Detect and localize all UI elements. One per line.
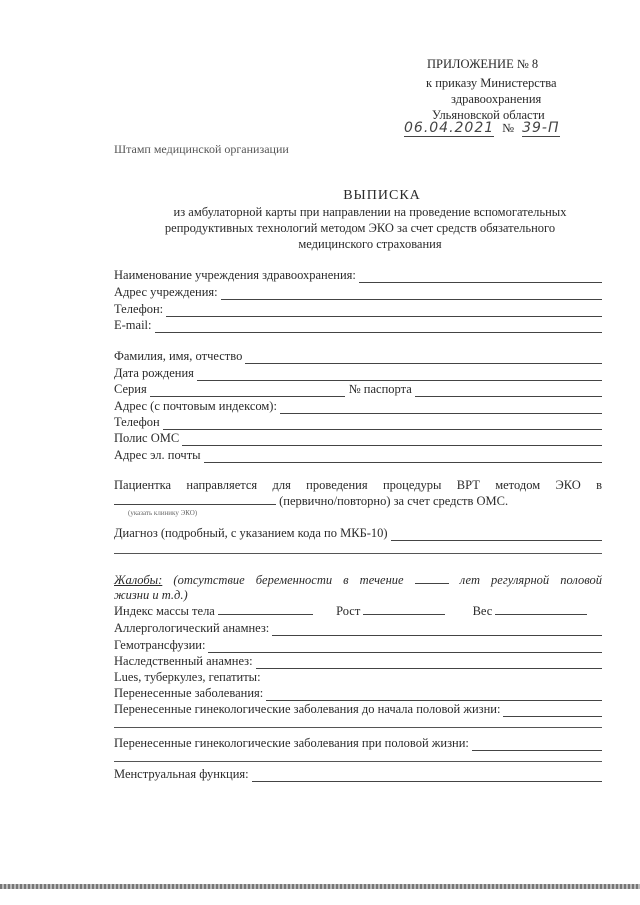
menstrual-field[interactable] xyxy=(114,767,602,782)
field-label: Адрес учреждения: xyxy=(114,285,218,299)
appendix-title: ПРИЛОЖЕНИЕ № 8 xyxy=(427,57,539,71)
years-blank[interactable] xyxy=(415,573,449,584)
field-label: Наименование учреждения здравоохранения: xyxy=(114,268,356,282)
field-label: Перенесенные гинекологические заболевания до начала половой жизни: xyxy=(114,702,501,716)
gyn-during-field[interactable] xyxy=(114,736,602,751)
bmi-row xyxy=(114,604,602,619)
field-label: Аллергологический анамнез: xyxy=(114,621,270,635)
diagnosis-field[interactable] xyxy=(114,526,602,541)
field-label: Фамилия, имя, отчество xyxy=(114,349,243,363)
institution-phone-field[interactable] xyxy=(114,302,602,317)
subtitle-line-1: из амбулаторной карты при направлении на проведение вспомогательных xyxy=(173,205,567,219)
handwritten-date: 06.04.2021 xyxy=(404,120,495,136)
weight-blank[interactable] xyxy=(495,604,587,615)
field-label: Дата рождения xyxy=(114,366,194,380)
field-label: Перенесенные заболевания: xyxy=(114,686,264,700)
diagnosis-line-2[interactable] xyxy=(114,553,602,554)
transfusion-field[interactable] xyxy=(114,638,602,653)
diseases-field[interactable] xyxy=(114,686,602,701)
gyn-before-line-2[interactable] xyxy=(114,727,602,728)
field-label: Перенесенные гинекологические заболевания при половой жизни: xyxy=(114,736,469,750)
field-label: Менструальная функция: xyxy=(114,767,249,781)
patient-fio-field[interactable] xyxy=(114,349,602,364)
order-line-1: к приказу Министерства xyxy=(426,76,557,90)
bmi-blank[interactable] xyxy=(218,604,313,615)
clinic-blank[interactable] xyxy=(114,494,276,505)
passport-label: № паспорта xyxy=(348,382,412,396)
passport-field[interactable] xyxy=(114,382,602,397)
complaints-line-1 xyxy=(114,573,602,588)
infections-label: Lues, туберкулез, гепатиты: xyxy=(114,670,261,684)
patient-phone-field[interactable] xyxy=(114,415,602,430)
complaints-text-2: лет регулярной половой xyxy=(459,573,603,587)
institution-name-field[interactable] xyxy=(114,268,602,283)
field-label: Телефон: xyxy=(114,302,164,316)
order-date-number xyxy=(404,119,560,137)
series-label: Серия xyxy=(114,382,147,396)
weight-label: Вес xyxy=(472,604,493,618)
height-label: Рост xyxy=(336,604,361,618)
field-label: Телефон xyxy=(114,415,160,429)
field-label: Адрес (с почтовым индексом): xyxy=(114,399,277,413)
field-label: E-mail: xyxy=(114,318,152,332)
gyn-during-line-2[interactable] xyxy=(114,761,602,762)
handwritten-number: 39-П xyxy=(522,120,560,136)
gyn-before-field[interactable] xyxy=(114,702,602,717)
field-label: Гемотрансфузии: xyxy=(114,638,206,652)
patient-birthdate-field[interactable] xyxy=(114,366,602,381)
order-line-3: Ульяновской области xyxy=(432,108,545,122)
clinic-hint: (указать клинику ЭКО) xyxy=(128,509,198,517)
patient-oms-field[interactable] xyxy=(114,431,602,446)
referral-line-1: Пациентка направляется для проведения процедуры ВРТ методом ЭКО в xyxy=(114,478,602,492)
hereditary-field[interactable] xyxy=(114,654,602,669)
complaints-line-2: жизни и т.д.) xyxy=(114,588,188,602)
document-title: ВЫПИСКА xyxy=(343,188,421,203)
allergy-field[interactable] xyxy=(114,621,602,636)
order-line-2: здравоохранения xyxy=(451,92,542,106)
complaints-label: Жалобы: xyxy=(114,573,163,587)
institution-address-field[interactable] xyxy=(114,285,602,300)
subtitle-line-2: репродуктивных технологий методом ЭКО за счет средств обязательного xyxy=(164,221,556,235)
field-label: Адрес эл. почты xyxy=(114,448,201,462)
patient-address-field[interactable] xyxy=(114,399,602,414)
patient-email-field[interactable] xyxy=(114,448,602,463)
referral-text: (первично/повторно) за счет средств ОМС. xyxy=(279,494,509,508)
field-label: Диагноз (подробный, с указанием кода по МКБ-10) xyxy=(114,526,388,540)
height-blank[interactable] xyxy=(363,604,445,615)
subtitle-line-3: медицинского страхования xyxy=(298,237,442,251)
stamp-label: Штамп медицинской организации xyxy=(114,142,289,156)
institution-email-field[interactable] xyxy=(114,318,602,333)
scan-edge xyxy=(0,884,640,889)
number-sign: № xyxy=(502,121,515,135)
bmi-label: Индекс массы тела xyxy=(114,604,215,618)
field-label: Полис ОМС xyxy=(114,431,180,445)
complaints-text-1: (отсутствие беременности в течение xyxy=(173,573,404,587)
referral-line-2 xyxy=(114,494,602,509)
field-label: Наследственный анамнез: xyxy=(114,654,253,668)
